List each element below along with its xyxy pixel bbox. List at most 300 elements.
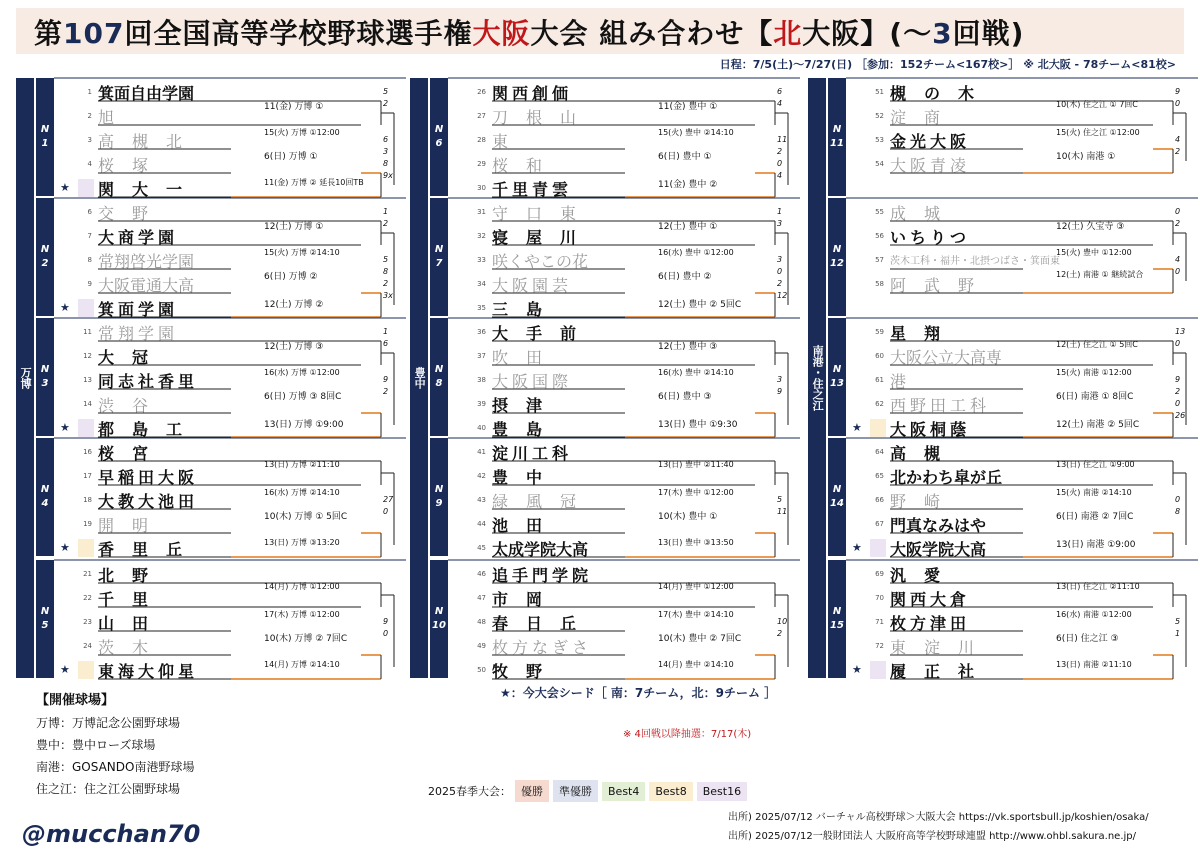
team-number: 59 bbox=[875, 328, 884, 336]
block-label-N10 bbox=[430, 560, 448, 678]
match-info: 6(日) 万博 ③ 8回C bbox=[264, 392, 342, 402]
score-value: 0 bbox=[1175, 495, 1181, 504]
team-name-text: 摂津 bbox=[492, 396, 561, 415]
venue-item: 住之江：住之江公園野球場 bbox=[36, 782, 181, 796]
team-name bbox=[98, 513, 166, 536]
match-info: 6(日) 豊中 ① bbox=[658, 152, 712, 162]
block-label-N7 bbox=[430, 198, 448, 316]
team-name bbox=[98, 201, 166, 224]
team-name bbox=[492, 81, 572, 104]
team-name bbox=[492, 537, 588, 560]
venue-heading: 【開催球場】 bbox=[36, 693, 115, 708]
match-info: 10(木) 南港 ① bbox=[1056, 152, 1116, 162]
team-name bbox=[98, 587, 166, 610]
match-info: 13(日) 南港 ①9:00 bbox=[1056, 540, 1136, 550]
team-name bbox=[492, 489, 594, 512]
match-info: 11(金) 万博 ② 延長10回TB bbox=[264, 178, 364, 187]
team-name-text: 大商学園 bbox=[98, 228, 179, 247]
team-name-text: 早稲田大阪 bbox=[98, 468, 199, 487]
team-name-text: 茨木 bbox=[98, 638, 167, 657]
team-number: 65 bbox=[875, 472, 884, 480]
score-value: 0 bbox=[1175, 99, 1181, 108]
team-name bbox=[98, 225, 178, 248]
score-value: 4 bbox=[1175, 255, 1181, 264]
match-info: 13(日) 万博 ①9:00 bbox=[264, 420, 344, 430]
team-number: 54 bbox=[875, 160, 884, 168]
score-value: 2 bbox=[383, 279, 389, 288]
team-name-text: 東海大仰星 bbox=[98, 662, 199, 681]
team-name-text: 関西大倉 bbox=[890, 590, 971, 609]
team-name-text: 高槻 bbox=[890, 444, 959, 463]
score-value: 6 bbox=[777, 87, 783, 96]
score-value: 4 bbox=[777, 99, 783, 108]
team-name-text: 大阪公立大高専 bbox=[890, 348, 1003, 367]
team-name-text: 港 bbox=[890, 372, 925, 391]
score-value: 9x bbox=[383, 171, 393, 180]
team-number: 61 bbox=[875, 376, 884, 384]
team-name-text: 大阪青凌 bbox=[890, 156, 971, 175]
team-name-text: 東 bbox=[492, 132, 527, 151]
block-label-N5 bbox=[36, 560, 54, 678]
block-label-N6 bbox=[430, 78, 448, 196]
team-name-text: 東淀川 bbox=[890, 638, 993, 657]
score-value: 11 bbox=[777, 135, 788, 144]
team-number: 71 bbox=[875, 618, 884, 626]
score-value: 9 bbox=[1175, 87, 1181, 96]
team-name-text: 桜和 bbox=[492, 156, 561, 175]
match-info: 12(土) 南港 ① 継続試合 bbox=[1056, 270, 1144, 279]
score-value: 4 bbox=[777, 171, 783, 180]
team-name bbox=[492, 659, 560, 682]
team-number: 27 bbox=[477, 112, 486, 120]
match-info: 14(月) 万博 ②14:10 bbox=[264, 660, 340, 669]
block-label-text: N 2 bbox=[40, 244, 50, 269]
source-line: 出所) 2025/07/12 バーチャル高校野球＞大阪大会 https://vk.sportsbull.jp/koshien/osaka/ bbox=[728, 812, 1149, 823]
team-number: 51 bbox=[875, 88, 884, 96]
score-value: 0 bbox=[777, 267, 783, 276]
author-handle: @mucchan70 bbox=[22, 820, 201, 848]
team-name bbox=[890, 201, 958, 224]
team-name bbox=[890, 659, 992, 682]
venue-item: 万博：万博記念公園野球場 bbox=[36, 716, 181, 730]
score-value: 6 bbox=[383, 339, 389, 348]
block-label-N14 bbox=[828, 438, 846, 556]
team-name bbox=[890, 611, 970, 634]
block-label-text: N 10 bbox=[432, 606, 446, 631]
score-value: 5 bbox=[777, 495, 783, 504]
team-name bbox=[890, 489, 958, 512]
team-name-text: 淀川工科 bbox=[492, 444, 573, 463]
block-label-text: N 13 bbox=[830, 364, 844, 389]
score-value: 1 bbox=[383, 207, 389, 216]
team-name bbox=[890, 273, 992, 296]
team-number: 62 bbox=[875, 400, 884, 408]
team-name bbox=[98, 273, 194, 296]
score-value: 2 bbox=[1175, 219, 1181, 228]
score-value: 3 bbox=[777, 255, 783, 264]
area-label: 南港・住之江 bbox=[811, 345, 825, 411]
team-number: 1 bbox=[87, 88, 92, 96]
team-number: 8 bbox=[87, 256, 92, 264]
team-name-text: 門真なみはや bbox=[890, 516, 987, 535]
match-info: 13(日) 万博 ②11:10 bbox=[264, 460, 340, 469]
match-info: 12(土) 万博 ③ bbox=[264, 342, 324, 352]
block-label-text: N 8 bbox=[434, 364, 444, 389]
page-title: 第107回全国高等学校野球選手権大阪大会 組み合わせ【北大阪】(～3回戦) bbox=[34, 17, 1025, 50]
score-value: 8 bbox=[1175, 507, 1181, 516]
team-number: 67 bbox=[875, 520, 884, 528]
seed-star-icon: ★ bbox=[852, 663, 862, 676]
team-name bbox=[492, 611, 594, 634]
team-name-text: 刀根山 bbox=[492, 108, 595, 127]
block-label-N4 bbox=[36, 438, 54, 556]
score-value: 27 bbox=[383, 495, 394, 504]
match-info: 13(日) 豊中 ③13:50 bbox=[658, 538, 734, 547]
match-info: 6(日) 南港 ② 7回C bbox=[1056, 512, 1134, 522]
team-number: 6 bbox=[87, 208, 92, 216]
team-number: 14 bbox=[83, 400, 92, 408]
score-value: 0 bbox=[777, 159, 783, 168]
match-info: 6(日) 住之江 ③ bbox=[1056, 634, 1119, 644]
team-name-text: 枚方なぎさ bbox=[492, 638, 593, 657]
team-name-text: 大阪園芸 bbox=[492, 276, 573, 295]
block-label-N13 bbox=[828, 318, 846, 436]
team-name-text: 大阪学院大高 bbox=[890, 540, 987, 559]
team-number: 9 bbox=[87, 280, 92, 288]
team-name bbox=[492, 369, 572, 392]
team-name bbox=[890, 465, 1002, 488]
team-name-text: 野崎 bbox=[890, 492, 959, 511]
score-value: 6 bbox=[383, 135, 389, 144]
team-name bbox=[492, 129, 526, 152]
score-value: 10 bbox=[777, 617, 788, 626]
match-info: 14(月) 豊中 ①12:00 bbox=[658, 582, 734, 591]
team-name bbox=[98, 441, 166, 464]
team-name bbox=[492, 345, 560, 368]
team-number: 16 bbox=[83, 448, 92, 456]
match-info: 12(土) 万博 ① bbox=[264, 222, 324, 232]
block-label-N8 bbox=[430, 318, 448, 436]
team-number: 53 bbox=[875, 136, 884, 144]
seed-star-icon: ★ bbox=[60, 421, 70, 434]
match-info: 17(木) 豊中 ①12:00 bbox=[658, 488, 734, 497]
team-name-text: 渋谷 bbox=[98, 396, 167, 415]
team-number: 21 bbox=[83, 570, 92, 578]
team-name bbox=[492, 563, 592, 586]
team-number: 43 bbox=[477, 496, 486, 504]
team-name-text: 桜宮 bbox=[98, 444, 167, 463]
team-number: 45 bbox=[477, 544, 486, 552]
team-name-text: 開明 bbox=[98, 516, 167, 535]
team-name bbox=[98, 177, 200, 200]
legend-item-runner-up: 準優勝 bbox=[553, 780, 598, 802]
team-name-text: 淀商 bbox=[890, 108, 959, 127]
team-name bbox=[890, 105, 958, 128]
team-name bbox=[492, 201, 594, 224]
match-info: 15(火) 万博 ②14:10 bbox=[264, 248, 340, 257]
team-name-text: 寝屋川 bbox=[492, 228, 595, 247]
area-bar-1 bbox=[410, 78, 428, 678]
match-info: 15(火) 豊中 ②14:10 bbox=[658, 128, 734, 137]
team-name-text: 大冠 bbox=[98, 348, 167, 367]
seed-highlight bbox=[78, 539, 94, 557]
team-number: 24 bbox=[83, 642, 92, 650]
team-name bbox=[890, 441, 958, 464]
team-name-text: 大阪電通大高 bbox=[98, 276, 195, 295]
score-value: 3 bbox=[383, 147, 389, 156]
legend-item-best4: Best4 bbox=[602, 782, 645, 801]
team-number: 17 bbox=[83, 472, 92, 480]
match-info: 13(日) 南港 ②11:10 bbox=[1056, 660, 1132, 669]
match-info: 15(火) 万博 ①12:00 bbox=[264, 128, 340, 137]
score-value: 3 bbox=[777, 219, 783, 228]
team-name-text: 同志社香里 bbox=[98, 372, 199, 391]
match-info: 10(木) 万博 ① 5回C bbox=[264, 512, 348, 522]
block-label-text: N 6 bbox=[434, 124, 444, 149]
team-name-text: 牧野 bbox=[492, 662, 561, 681]
team-name-text: 高槻北 bbox=[98, 132, 201, 151]
team-number: 26 bbox=[477, 88, 486, 96]
seed-highlight bbox=[870, 539, 886, 557]
score-value: 0 bbox=[1175, 207, 1181, 216]
team-name-text: 緑風冠 bbox=[492, 492, 595, 511]
block-label-text: N 7 bbox=[434, 244, 444, 269]
team-name bbox=[98, 659, 198, 682]
score-value: 2 bbox=[777, 147, 783, 156]
team-number: 46 bbox=[477, 570, 486, 578]
match-info: 10(木) 豊中 ① bbox=[658, 512, 718, 522]
team-number: 47 bbox=[477, 594, 486, 602]
block-label-text: N 1 bbox=[40, 124, 50, 149]
seed-star-icon: ★ bbox=[60, 663, 70, 676]
team-name bbox=[98, 369, 198, 392]
team-name-text: 大手前 bbox=[492, 324, 595, 343]
team-name-text: 守口東 bbox=[492, 204, 595, 223]
score-value: 1 bbox=[777, 207, 783, 216]
block-label-text: N 15 bbox=[830, 606, 844, 631]
venue-list bbox=[36, 690, 194, 800]
team-name-text: 太成学院大高 bbox=[492, 540, 589, 559]
team-name-text: 槻の木 bbox=[890, 84, 993, 103]
seed-star-icon: ★ bbox=[60, 181, 70, 194]
block-label-N15 bbox=[828, 560, 846, 678]
seed-highlight bbox=[870, 661, 886, 679]
score-value: 5 bbox=[383, 255, 389, 264]
team-name-text: 茨木工科・福井・北摂つばさ・箕面東 bbox=[890, 256, 1060, 267]
match-info: 6(日) 万博 ① bbox=[264, 152, 318, 162]
team-name bbox=[98, 489, 198, 512]
team-number: 58 bbox=[875, 280, 884, 288]
team-number: 50 bbox=[477, 666, 486, 674]
team-name bbox=[890, 321, 958, 344]
seed-highlight bbox=[870, 419, 886, 437]
team-number: 48 bbox=[477, 618, 486, 626]
seed-star-icon: ★ bbox=[852, 541, 862, 554]
match-info: 12(土) 久宝寺 ③ bbox=[1056, 222, 1125, 232]
team-name-text: 市岡 bbox=[492, 590, 561, 609]
team-number: 2 bbox=[87, 112, 92, 120]
match-info: 12(土) 豊中 ② 5回C bbox=[658, 300, 742, 310]
spring-result-legend bbox=[428, 780, 747, 802]
team-name bbox=[890, 393, 990, 416]
match-info: 16(水) 南港 ①12:00 bbox=[1056, 610, 1132, 619]
team-name-text: 金光大阪 bbox=[890, 132, 971, 151]
block-label-text: N 3 bbox=[40, 364, 50, 389]
team-name bbox=[492, 417, 560, 440]
team-name-text: 咲くやこの花 bbox=[492, 252, 589, 271]
team-number: 55 bbox=[875, 208, 884, 216]
team-name-text: 大阪桐蔭 bbox=[890, 420, 971, 439]
team-number: 31 bbox=[477, 208, 486, 216]
team-number: 44 bbox=[477, 520, 486, 528]
team-number: 49 bbox=[477, 642, 486, 650]
team-name bbox=[890, 563, 958, 586]
block-label-N12 bbox=[828, 198, 846, 316]
team-name bbox=[98, 611, 166, 634]
seed-star-icon: ★ bbox=[60, 301, 70, 314]
score-value: 5 bbox=[1175, 617, 1181, 626]
team-name bbox=[492, 105, 594, 128]
block-label-text: N 14 bbox=[830, 484, 844, 509]
score-value: 11 bbox=[777, 507, 788, 516]
team-number: 29 bbox=[477, 160, 486, 168]
team-name bbox=[890, 225, 970, 248]
block-label-N11 bbox=[828, 78, 846, 196]
team-name-text: 大教大池田 bbox=[98, 492, 199, 511]
score-value: 2 bbox=[777, 279, 783, 288]
team-name-text: 桜塚 bbox=[98, 156, 167, 175]
block-label-N2 bbox=[36, 198, 54, 316]
team-number: 70 bbox=[875, 594, 884, 602]
block-label-text: N 11 bbox=[830, 124, 844, 149]
team-number: 3 bbox=[87, 136, 92, 144]
team-name bbox=[890, 153, 970, 176]
team-name bbox=[492, 177, 572, 200]
team-name-text: 汎愛 bbox=[890, 566, 959, 585]
legend-label: 2025春季大会： bbox=[428, 785, 511, 798]
team-number: 39 bbox=[477, 400, 486, 408]
team-name-text: 千里 bbox=[98, 590, 167, 609]
team-name-text: 箕面自由学園 bbox=[98, 84, 195, 103]
match-info: 11(金) 豊中 ② bbox=[658, 180, 718, 190]
match-info: 15(火) 南港 ②14:10 bbox=[1056, 488, 1132, 497]
team-name-text: 大阪国際 bbox=[492, 372, 573, 391]
team-number: 32 bbox=[477, 232, 486, 240]
team-name bbox=[98, 297, 178, 320]
venue-item: 豊中：豊中ローズ球場 bbox=[36, 738, 156, 752]
team-number: 41 bbox=[477, 448, 486, 456]
score-value: 4 bbox=[1175, 135, 1181, 144]
team-number: 64 bbox=[875, 448, 884, 456]
team-number: 38 bbox=[477, 376, 486, 384]
team-name bbox=[890, 81, 992, 104]
match-info: 12(土) 万博 ② bbox=[264, 300, 324, 310]
team-name bbox=[98, 417, 200, 440]
match-info: 14(月) 万博 ①12:00 bbox=[264, 582, 340, 591]
team-name bbox=[98, 249, 194, 272]
team-name-text: 箕面学園 bbox=[98, 300, 179, 319]
source-citations bbox=[728, 808, 1149, 846]
score-value: 2 bbox=[777, 629, 783, 638]
team-name bbox=[890, 369, 924, 392]
seed-highlight bbox=[78, 661, 94, 679]
match-info: 12(土) 住之江 ① 5回C bbox=[1056, 340, 1138, 349]
team-number: 22 bbox=[83, 594, 92, 602]
match-info: 12(土) 南港 ② 5回C bbox=[1056, 420, 1140, 430]
venue-item: 南港：GOSANDO南港野球場 bbox=[36, 760, 195, 774]
block-label-text: N 5 bbox=[40, 606, 50, 631]
score-value: 0 bbox=[1175, 339, 1181, 348]
team-name bbox=[98, 537, 200, 560]
match-info: 6(日) 南港 ① 8回C bbox=[1056, 392, 1134, 402]
seed-star-icon: ★ bbox=[852, 421, 862, 434]
score-value: 0 bbox=[1175, 267, 1181, 276]
team-name bbox=[492, 321, 594, 344]
match-info: 10(木) 住之江 ① 7回C bbox=[1056, 100, 1138, 109]
match-info: 17(木) 万博 ①12:00 bbox=[264, 610, 340, 619]
team-name bbox=[98, 563, 166, 586]
team-number: 13 bbox=[83, 376, 92, 384]
team-name-text: 常翔啓光学園 bbox=[98, 252, 195, 271]
score-value: 3x bbox=[383, 291, 393, 300]
team-name-text: 三島 bbox=[492, 300, 561, 319]
seed-highlight bbox=[78, 179, 94, 197]
score-value: 1 bbox=[1175, 629, 1181, 638]
team-name bbox=[890, 537, 986, 560]
team-number: 42 bbox=[477, 472, 486, 480]
score-value: 3 bbox=[777, 375, 783, 384]
team-name bbox=[98, 635, 166, 658]
match-info: 11(金) 豊中 ① bbox=[658, 102, 718, 112]
team-number: 11 bbox=[83, 328, 92, 336]
team-name-text: 千里青雲 bbox=[492, 180, 573, 199]
score-value: 1 bbox=[383, 327, 389, 336]
score-value: 8 bbox=[383, 267, 389, 276]
team-name-text: 北野 bbox=[98, 566, 167, 585]
team-number: 56 bbox=[875, 232, 884, 240]
team-name-text: 北かわち皐が丘 bbox=[890, 468, 1003, 487]
block-label-N1 bbox=[36, 78, 54, 196]
team-name-text: 成城 bbox=[890, 204, 959, 223]
team-name-text: 交野 bbox=[98, 204, 167, 223]
team-number: 40 bbox=[477, 424, 486, 432]
team-name-text: 履正社 bbox=[890, 662, 993, 681]
team-number: 66 bbox=[875, 496, 884, 504]
score-value: 9 bbox=[777, 387, 783, 396]
score-value: 9 bbox=[1175, 375, 1181, 384]
team-number: 72 bbox=[875, 642, 884, 650]
schedule-info: 日程：7/5(土)～7/27(日) ［参加：152チーム<167校>］ ※ 北大阪 - 78チーム<81校> bbox=[719, 58, 1176, 71]
team-number: 30 bbox=[477, 184, 486, 192]
team-name bbox=[890, 587, 970, 610]
match-info: 13(日) 豊中 ②11:40 bbox=[658, 460, 734, 469]
team-number: 23 bbox=[83, 618, 92, 626]
draw-note: ※ 4回戦以降抽選：7/17(木) bbox=[623, 729, 752, 740]
team-name bbox=[492, 225, 594, 248]
match-info: 16(水) 万博 ②14:10 bbox=[264, 488, 340, 497]
score-value: 2 bbox=[383, 99, 389, 108]
team-name bbox=[492, 635, 592, 658]
seed-note: ★：今大会シード［ 南：7チーム，北：9チーム ］ bbox=[500, 686, 777, 700]
score-value: 9 bbox=[383, 375, 389, 384]
match-info: 12(土) 豊中 ③ bbox=[658, 342, 718, 352]
team-name bbox=[98, 321, 178, 344]
seed-highlight bbox=[78, 299, 94, 317]
team-name-text: 星翔 bbox=[890, 324, 959, 343]
match-info: 15(火) 住之江 ①12:00 bbox=[1056, 128, 1140, 137]
block-label-N9 bbox=[430, 438, 448, 556]
area-label: 万博 bbox=[19, 367, 33, 389]
